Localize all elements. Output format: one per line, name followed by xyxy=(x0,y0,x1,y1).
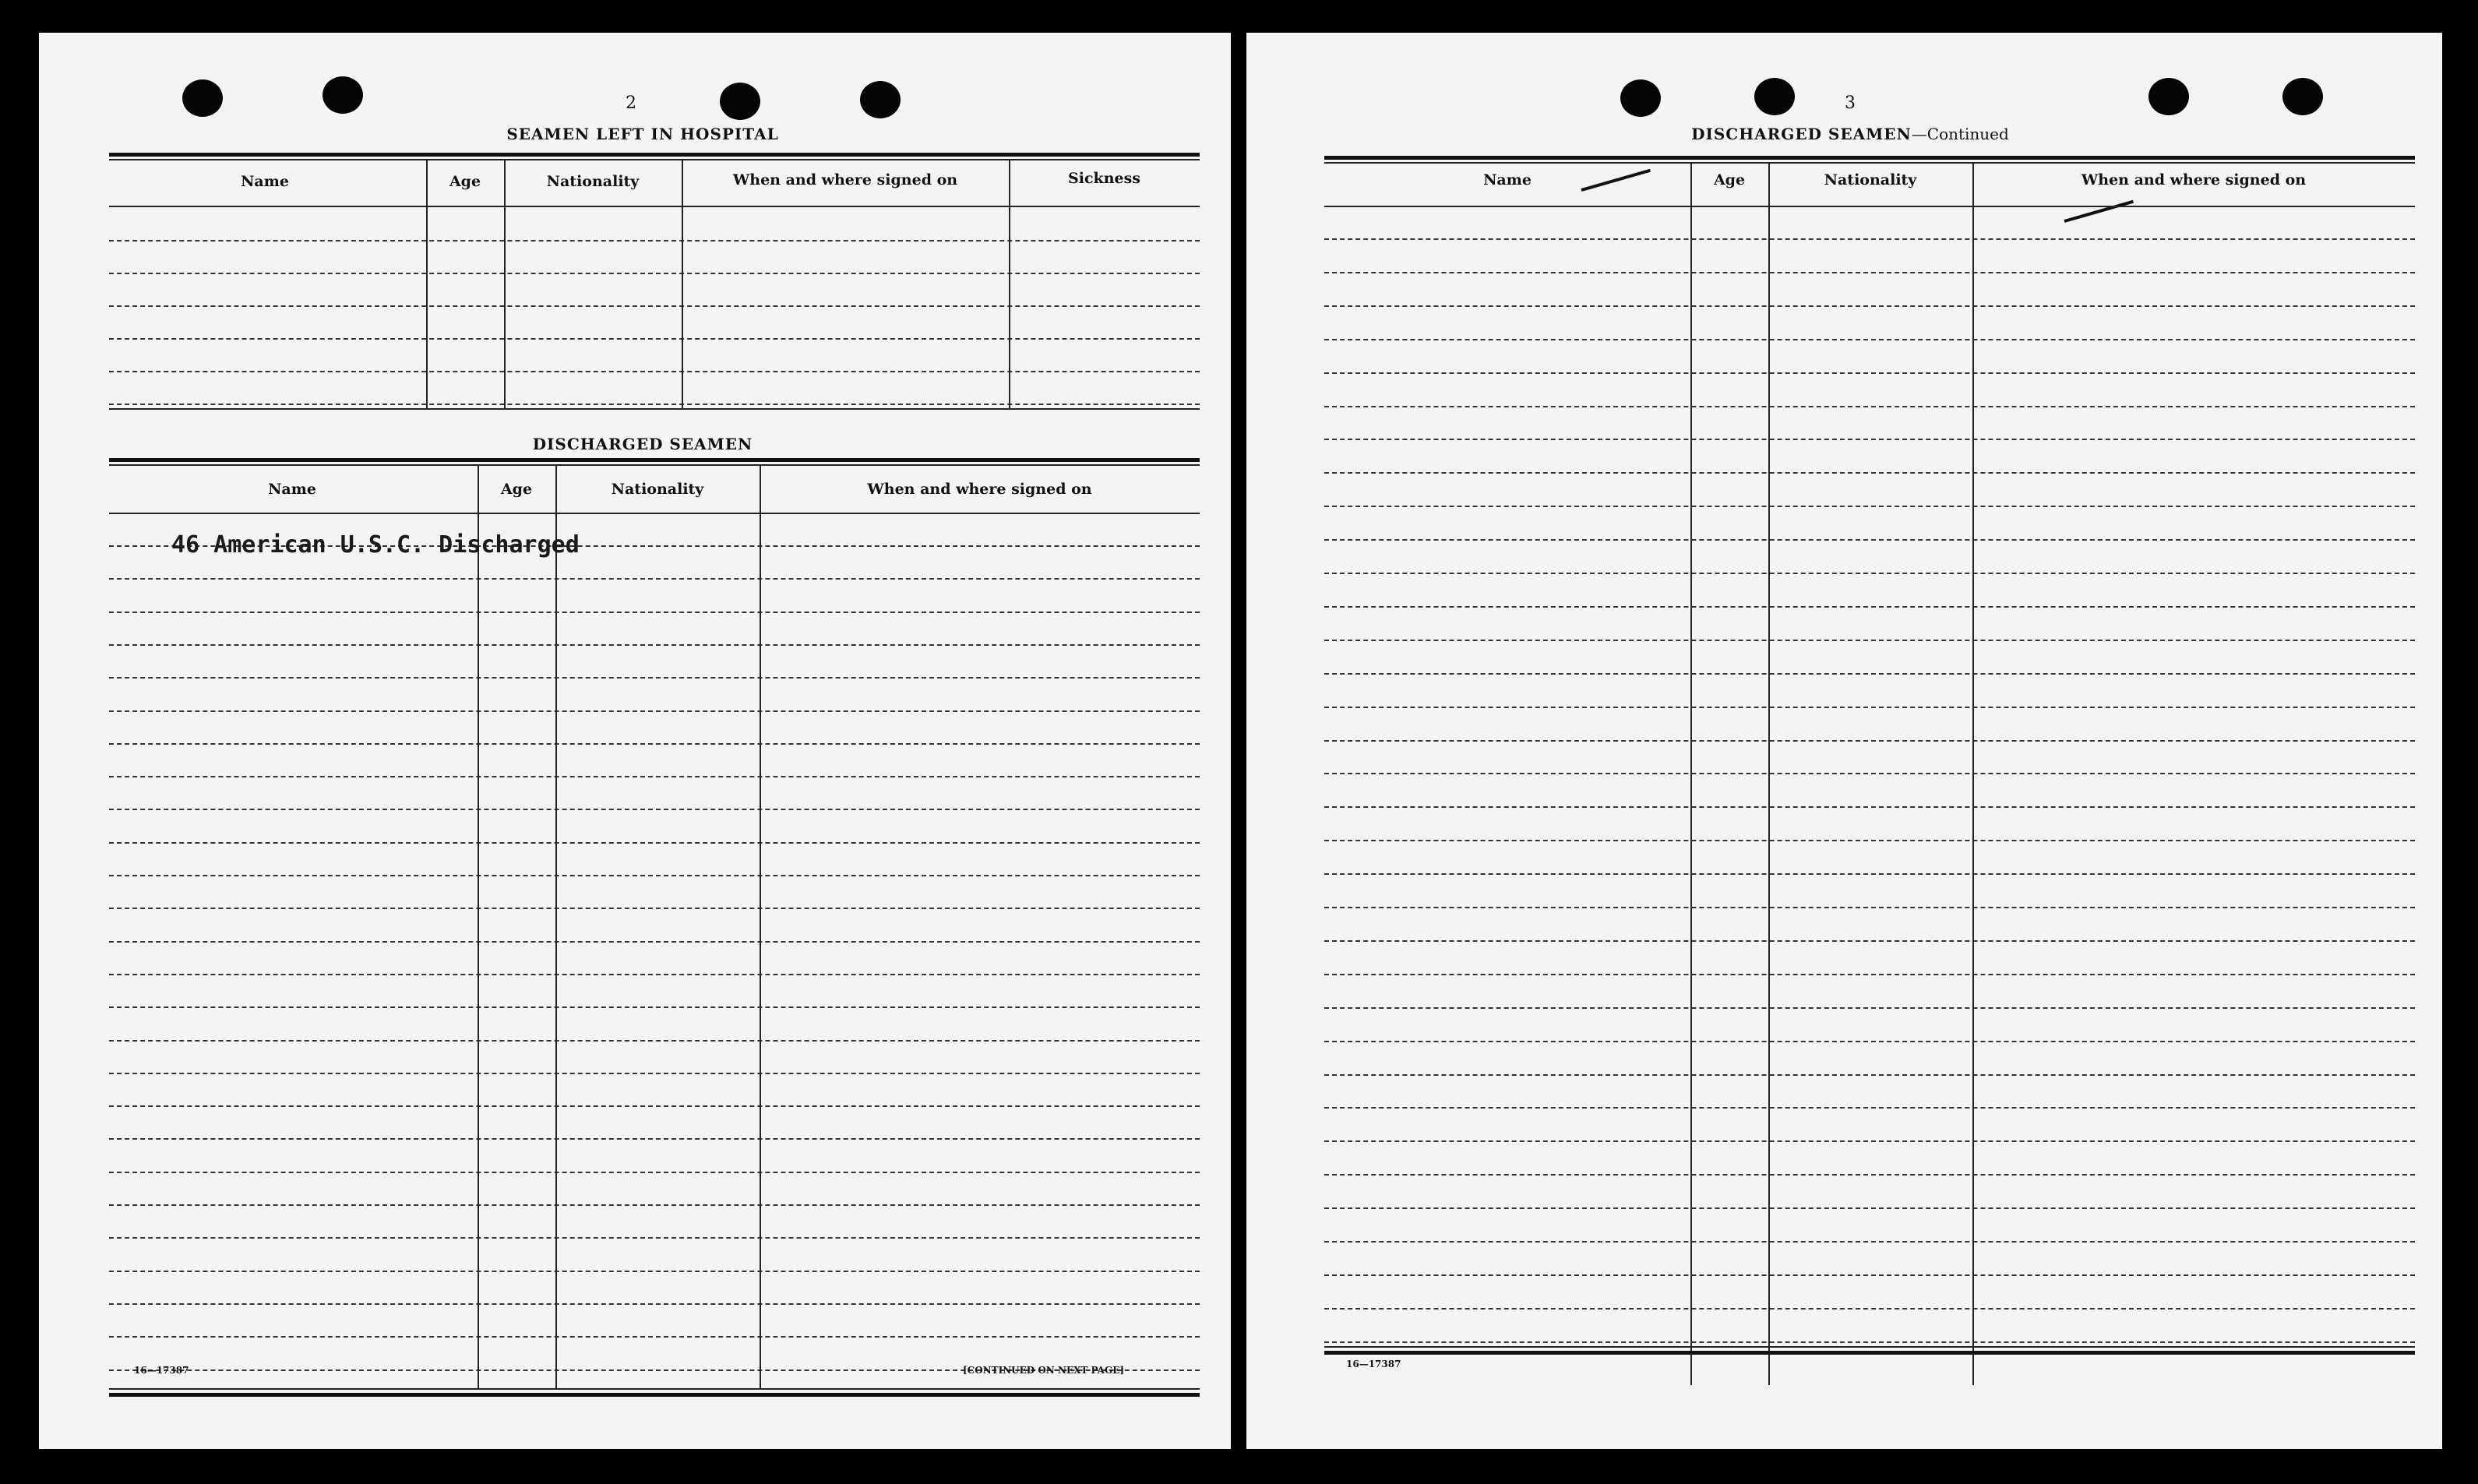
ruled-line xyxy=(109,1172,1200,1173)
section-title-discharged: DISCHARGED SEAMEN xyxy=(532,435,753,453)
ruled-line xyxy=(109,1040,1200,1042)
ruled-line xyxy=(1324,573,2415,574)
ruled-line xyxy=(1324,406,2415,407)
column-header: When and where signed on xyxy=(2081,171,2307,189)
ruled-line xyxy=(1324,439,2415,440)
ruled-line xyxy=(1324,840,2415,841)
ruled-line xyxy=(1324,740,2415,742)
ruled-line xyxy=(1324,539,2415,541)
ruled-line xyxy=(1324,1308,2415,1310)
page-number: 2 xyxy=(626,93,636,113)
check-mark xyxy=(2064,200,2134,223)
ruled-line xyxy=(1324,372,2415,374)
ruled-line xyxy=(1324,1007,2415,1009)
ruled-line xyxy=(109,1237,1200,1239)
ruled-line xyxy=(1324,773,2415,774)
punch-hole xyxy=(860,81,901,118)
column-header: Name xyxy=(268,481,316,498)
column-header: Name xyxy=(241,173,289,190)
right-page xyxy=(1246,33,2442,1449)
column-header: When and where signed on xyxy=(867,481,1092,498)
section-title-discharged-continued xyxy=(1324,125,2376,143)
punch-hole xyxy=(1620,79,1661,117)
column-header: Sickness xyxy=(1068,170,1140,187)
ruled-line xyxy=(109,974,1200,975)
ruled-line xyxy=(109,743,1200,745)
ruled-line xyxy=(1324,673,2415,675)
punch-hole xyxy=(182,79,223,117)
ruled-line xyxy=(109,1303,1200,1305)
column-header: Nationality xyxy=(1824,171,1917,189)
form-number: 16—17387 xyxy=(134,1365,189,1376)
ruled-line xyxy=(1324,974,2415,975)
ruled-line xyxy=(1324,272,2415,273)
ruled-line xyxy=(109,1073,1200,1074)
ruled-line xyxy=(109,644,1200,646)
ruled-line xyxy=(1324,907,2415,908)
column-header: Name xyxy=(1483,171,1532,189)
punch-hole xyxy=(1754,78,1795,115)
column-header: Age xyxy=(449,173,481,190)
ruled-line xyxy=(1324,1174,2415,1176)
ruled-line xyxy=(1324,1241,2415,1243)
continued-note: [CONTINUED ON NEXT PAGE] xyxy=(963,1365,1125,1376)
ruled-line xyxy=(109,1138,1200,1140)
ruled-line xyxy=(1324,506,2415,507)
ruled-line xyxy=(109,809,1200,810)
ruled-line xyxy=(1324,1107,2415,1109)
column-header: Nationality xyxy=(546,173,640,190)
ruled-line xyxy=(1324,940,2415,942)
section-title-hospital: SEAMEN LEFT IN HOSPITAL xyxy=(506,125,779,143)
column-header: Nationality xyxy=(611,481,704,498)
ruled-line xyxy=(109,677,1200,679)
ruled-line xyxy=(1324,339,2415,340)
title-suffix: —Continued xyxy=(1911,125,2009,143)
left-page xyxy=(39,33,1231,1449)
ruled-line xyxy=(109,1006,1200,1008)
ruled-line xyxy=(109,941,1200,943)
ruled-line xyxy=(1324,806,2415,808)
ruled-line xyxy=(1324,1341,2415,1343)
ruled-line xyxy=(109,612,1200,613)
ruled-line xyxy=(109,875,1200,876)
ruled-line xyxy=(1324,472,2415,474)
ruled-line xyxy=(109,776,1200,777)
ruled-line xyxy=(109,1105,1200,1107)
punch-hole xyxy=(323,76,363,114)
ruled-line xyxy=(1324,305,2415,307)
ruled-line xyxy=(1324,606,2415,608)
form-number: 16—17387 xyxy=(1346,1359,1401,1369)
ruled-line xyxy=(109,1204,1200,1206)
ruled-line xyxy=(1324,1207,2415,1209)
ruled-line xyxy=(1324,640,2415,641)
column-header: Age xyxy=(1713,171,1746,189)
ruled-line xyxy=(1324,1140,2415,1142)
ruled-line xyxy=(109,842,1200,844)
ruled-line xyxy=(1324,1074,2415,1076)
punch-hole xyxy=(720,83,760,120)
punch-hole xyxy=(2148,78,2189,115)
discharged-entry: 46 American U.S.C. Discharged xyxy=(171,531,580,559)
ruled-line xyxy=(1324,873,2415,875)
column-header: When and where signed on xyxy=(732,171,958,189)
ruled-line xyxy=(109,578,1200,580)
ruled-line xyxy=(109,710,1200,712)
ruled-line xyxy=(1324,1274,2415,1276)
ruled-line xyxy=(109,908,1200,909)
title-main: DISCHARGED SEAMEN xyxy=(1691,125,1912,143)
page-number: 3 xyxy=(1845,93,1856,113)
ruled-line xyxy=(1324,1041,2415,1042)
column-header: Age xyxy=(500,481,533,498)
punch-hole xyxy=(2282,78,2323,115)
ruled-line xyxy=(1324,707,2415,708)
ruled-line xyxy=(109,1271,1200,1272)
ruled-line xyxy=(1324,238,2415,240)
ruled-line xyxy=(109,1336,1200,1338)
